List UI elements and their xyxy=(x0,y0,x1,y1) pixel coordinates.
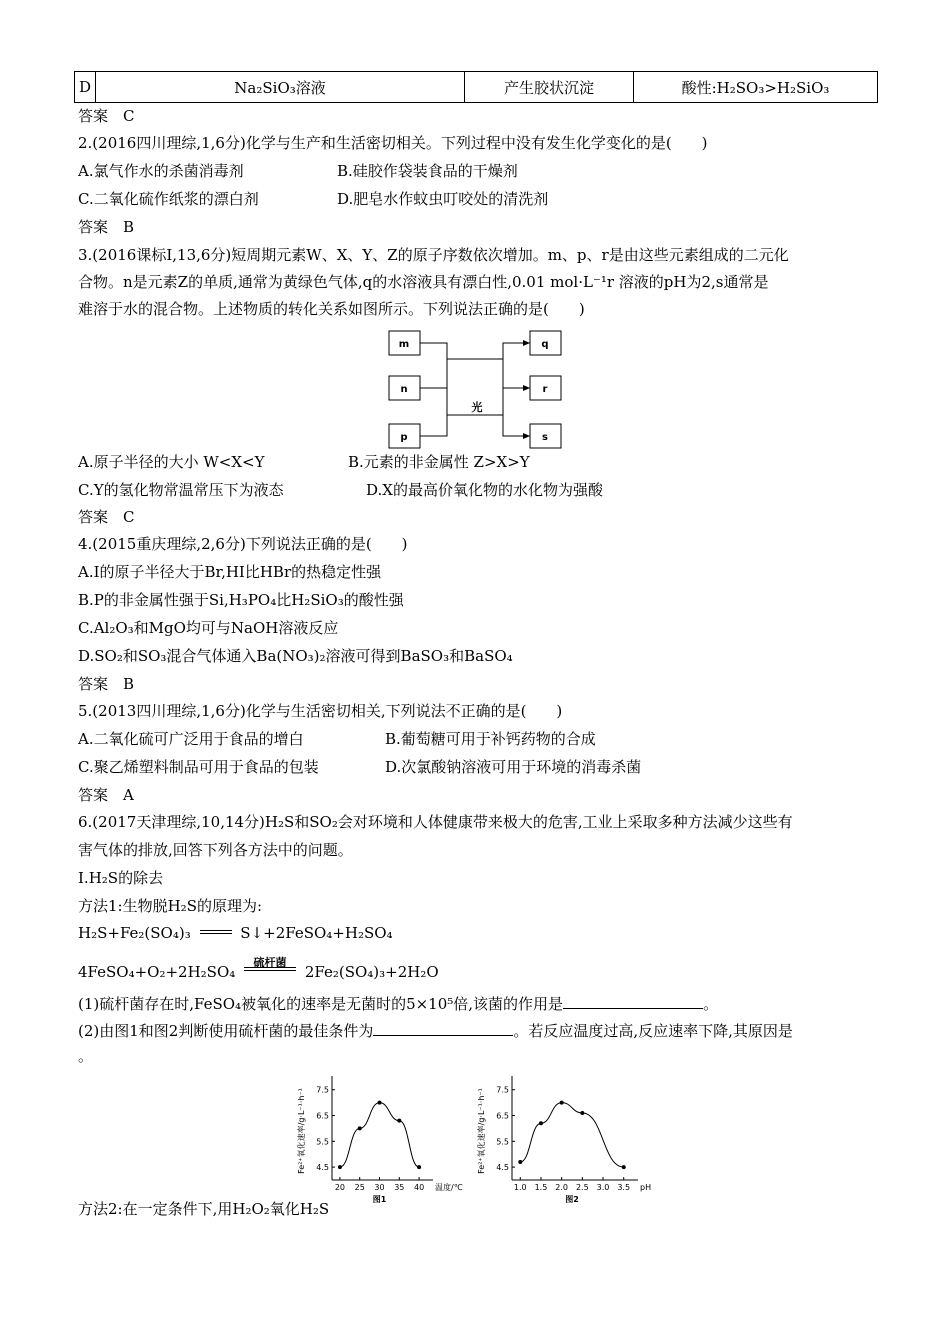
substance-transformation-diagram xyxy=(385,327,570,452)
x-axis-label: 温度/℃ xyxy=(435,1183,463,1192)
data-point xyxy=(397,1119,401,1123)
q4-option-c: C.Al₂O₃和MgO均可与NaOH溶液反应 xyxy=(78,619,339,637)
chart-title: 图1 xyxy=(372,1195,387,1204)
data-point xyxy=(560,1101,564,1105)
q5-answer: 答案 A xyxy=(78,786,134,804)
data-point xyxy=(417,1165,421,1169)
data-point xyxy=(580,1111,584,1115)
series-line xyxy=(340,1103,419,1167)
answer-blank-1[interactable] xyxy=(563,992,703,1009)
label-r: r xyxy=(542,384,548,395)
q5-stem: 5.(2013四川理综,1,6分)化学与生活密切相关,下列说法不正确的是( ) xyxy=(78,702,563,720)
equation-1 xyxy=(78,923,393,943)
answer-1: 答案 C xyxy=(78,107,135,125)
q4-stem: 4.(2015重庆理综,2,6分)下列说法正确的是( ) xyxy=(78,535,408,553)
q6-stem-line1: 6.(2017天津理综,10,14分)H₂S和SO₂会对环境和人体健康带来极大的危害,工业上采取多种方法减少这些有 xyxy=(78,813,793,831)
q4-option-a: A.I的原子半径大于Br,HI比HBr的热稳定性强 xyxy=(78,563,382,581)
table-cell-reagent: Na₂SiO₃溶液 xyxy=(96,72,465,103)
label-q: q xyxy=(541,339,549,350)
q2-option-a: A.氯气作水的杀菌消毒剂 xyxy=(78,162,244,180)
x-tick-label: 2.5 xyxy=(575,1183,589,1192)
q3-answer: 答案 C xyxy=(78,508,135,526)
label-m: m xyxy=(398,339,410,350)
answer-blank-2[interactable] xyxy=(373,1019,513,1036)
q2-answer: 答案 B xyxy=(78,218,135,236)
q6-stem-line2: 害气体的排放,回答下列各方法中的问题。 xyxy=(78,841,353,859)
x-tick-label: 30 xyxy=(374,1183,385,1192)
x-tick-label: 35 xyxy=(394,1183,405,1192)
q3-option-a: A.原子半径的大小 W<X<Y xyxy=(78,453,265,471)
x-tick-label: 3.0 xyxy=(596,1183,610,1192)
table-cell-conclusion: 酸性:H₂SO₃>H₂SiO₃ xyxy=(634,72,878,103)
equation-2-condition: 硫杆菌 xyxy=(253,956,287,969)
equals-sign xyxy=(244,967,296,971)
q3-option-d: D.X的最高价氧化物的水化物为强酸 xyxy=(366,481,603,499)
y-tick-label: 6.5 xyxy=(316,1111,329,1121)
x-tick-label: 2.0 xyxy=(555,1183,569,1192)
q6-method-2: 方法2:在一定条件下,用H₂O₂氧化H₂S xyxy=(78,1200,330,1218)
q5-option-c: C.聚乙烯塑料制品可用于食品的包装 xyxy=(78,758,319,776)
q3-stem-line3: 难溶于水的混合物。上述物质的转化关系如图所示。下列说法正确的是( ) xyxy=(78,300,585,318)
series-line xyxy=(520,1103,623,1167)
q2-option-d: D.肥皂水作蚊虫叮咬处的清洗剂 xyxy=(337,190,549,208)
q6-section-1: Ⅰ.H₂S的除去 xyxy=(78,869,164,887)
q5-option-d: D.次氯酸钠溶液可用于环境的消毒杀菌 xyxy=(385,758,642,776)
x-tick-label: 1.5 xyxy=(534,1183,548,1192)
data-point xyxy=(518,1160,522,1164)
x-tick-label: 20 xyxy=(334,1183,346,1192)
label-s: s xyxy=(542,432,548,443)
x-tick-label: 25 xyxy=(354,1183,365,1192)
equation-2 xyxy=(78,956,439,982)
equation-1-left: H₂S+Fe₂(SO₄)₃ xyxy=(78,924,191,942)
q6-part-2-end: 。 xyxy=(78,1047,94,1065)
q3-stem-line2: 合物。n是元素Z的单质,通常为黄绿色气体,q的水溶液具有漂白性,0.01 mol·L⁻¹r 溶液的pH为2,s通常是 xyxy=(78,273,769,291)
q6-part-2-text: (2)由图1和图2判断使用硫杆菌的最佳条件为 xyxy=(78,1022,374,1040)
chart-figure-1 xyxy=(290,1070,465,1205)
data-point xyxy=(338,1165,342,1169)
q6-part-1 xyxy=(78,992,718,1014)
y-tick-label: 7.5 xyxy=(496,1085,509,1095)
data-point xyxy=(358,1126,362,1130)
q5-option-a: A.二氧化硫可广泛用于食品的增白 xyxy=(78,730,304,748)
q3-option-c: C.Y的氢化物常温常压下为液态 xyxy=(78,481,284,499)
q4-answer: 答案 B xyxy=(78,675,135,693)
label-n: n xyxy=(400,384,408,395)
table-cell-phenomenon: 产生胶状沉淀 xyxy=(465,72,634,103)
y-tick-label: 5.5 xyxy=(496,1137,509,1147)
y-axis-label: Fe²⁺氧化速率/g·L⁻¹·h⁻¹ xyxy=(297,1088,306,1174)
y-tick-label: 6.5 xyxy=(496,1111,509,1121)
x-tick-label: 3.5 xyxy=(617,1183,631,1192)
data-point xyxy=(539,1121,543,1125)
equation-1-right: S↓+2FeSO₄+H₂SO₄ xyxy=(240,924,393,942)
label-p: p xyxy=(400,432,408,443)
table-cell-option: D xyxy=(75,72,96,103)
q6-method-1: 方法1:生物脱H₂S的原理为: xyxy=(78,897,263,915)
equation-2-right: 2Fe₂(SO₄)₃+2H₂O xyxy=(304,963,439,981)
y-tick-label: 7.5 xyxy=(316,1085,329,1095)
q2-option-b: B.硅胶作袋装食品的干燥剂 xyxy=(337,162,518,180)
x-tick-label: 1.0 xyxy=(513,1183,527,1192)
q2-stem: 2.(2016四川理综,1,6分)化学与生产和生活密切相关。下列过程中没有发生化学变化的是( ) xyxy=(78,134,708,152)
equation-2-left: 4FeSO₄+O₂+2H₂SO₄ xyxy=(78,963,236,981)
x-tick-label: 40 xyxy=(413,1183,425,1192)
q6-part-1-end: 。 xyxy=(703,995,719,1013)
q3-stem-line1: 3.(2016课标Ⅰ,13,6分)短周期元素W、X、Y、Z的原子序数依次增加。m、p、r是由这些元素组成的二元化 xyxy=(78,246,789,264)
y-axis-label: Fe²⁺氧化速率/g·L⁻¹·h⁻¹ xyxy=(477,1088,486,1174)
q6-part-2-text-b: 。若反应温度过高,反应速率下降,其原因是 xyxy=(513,1022,793,1040)
label-light: 光 xyxy=(471,401,483,414)
q6-part-1-text: (1)硫杆菌存在时,FeSO₄被氧化的速率是无菌时的5×10⁵倍,该菌的作用是 xyxy=(78,995,564,1013)
equals-sign xyxy=(200,930,232,934)
q2-option-c: C.二氧化硫作纸浆的漂白剂 xyxy=(78,190,259,208)
q4-option-d: D.SO₂和SO₃混合气体通入Ba(NO₃)₂溶液可得到BaSO₃和BaSO₄ xyxy=(78,647,513,665)
q5-option-b: B.葡萄糖可用于补钙药物的合成 xyxy=(385,730,596,748)
q6-part-2 xyxy=(78,1019,793,1041)
y-tick-label: 4.5 xyxy=(496,1163,509,1173)
answer-table-row-d xyxy=(74,71,878,103)
x-axis-label: pH xyxy=(640,1183,652,1192)
data-point xyxy=(378,1101,382,1105)
q3-option-b: B.元素的非金属性 Z>X>Y xyxy=(348,453,530,471)
chart-figure-2 xyxy=(470,1070,665,1205)
q4-option-b: B.P的非金属性强于Si,H₃PO₄比H₂SiO₃的酸性强 xyxy=(78,591,404,609)
chart-title: 图2 xyxy=(565,1195,579,1204)
y-tick-label: 5.5 xyxy=(316,1137,329,1147)
y-tick-label: 4.5 xyxy=(316,1163,329,1173)
data-point xyxy=(622,1165,626,1169)
